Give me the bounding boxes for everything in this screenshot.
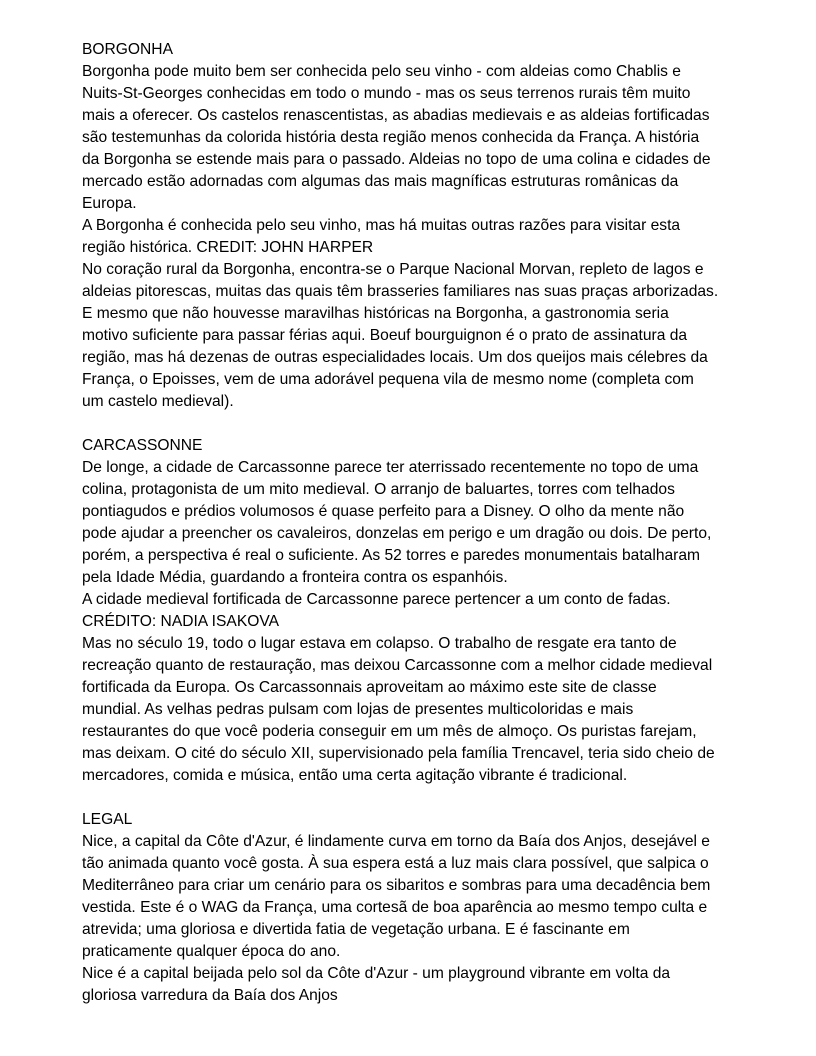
text-line: Borgonha pode muito bem ser conhecida pelo seu vinho - com aldeias como Chablis e [82, 63, 681, 80]
text-line: região histórica. CREDIT: JOHN HARPER [82, 239, 374, 256]
text-line: A cidade medieval fortificada de Carcassonne parece pertencer a um conto de fadas. [82, 591, 671, 608]
section-borgonha [82, 39, 742, 413]
section-heading: LEGAL [82, 811, 133, 828]
text-line: Nuits-St-Georges conhecidas em todo o mundo - mas os seus terrenos rurais têm muito [82, 85, 691, 102]
text-line: E mesmo que não houvesse maravilhas históricas na Borgonha, a gastronomia seria [82, 305, 669, 322]
text-line: praticamente qualquer época do ano. [82, 943, 341, 960]
text-line: gloriosa varredura da Baía dos Anjos [82, 987, 338, 1004]
text-line: pontiagudos e prédios volumosos é quase perfeito para a Disney. O olho da mente não [82, 503, 685, 520]
text-line: atrevida; uma gloriosa e divertida fatia de vegetação urbana. E é fascinante em [82, 921, 630, 938]
text-line: mercadores, comida e música, então uma certa agitação vibrante é tradicional. [82, 767, 628, 784]
text-line: mercado estão adornadas com algumas das mais magníficas estruturas românicas da [82, 173, 679, 190]
text-line: No coração rural da Borgonha, encontra-se o Parque Nacional Morvan, repleto de lagos e [82, 261, 704, 278]
text-line: Europa. [82, 195, 137, 212]
text-line: CRÉDITO: NADIA ISAKOVA [82, 613, 279, 630]
text-line: França, o Epoisses, vem de uma adorável pequena vila de mesmo nome (completa com [82, 371, 694, 388]
section-legal [82, 809, 742, 1007]
text-line: Mediterrâneo para criar um cenário para os sibaritos e sombras para uma decadência bem [82, 877, 711, 894]
text-line: região, mas há dezenas de outras especialidades locais. Um dos queijos mais célebres da [82, 349, 708, 366]
text-line: restaurantes do que você poderia conseguir em um mês de almoço. Os puristas farejam, [82, 723, 697, 740]
section-heading: CARCASSONNE [82, 437, 203, 454]
text-line: Nice é a capital beijada pelo sol da Côte d'Azur - um playground vibrante em volta da [82, 965, 671, 982]
text-line: Nice, a capital da Côte d'Azur, é lindamente curva em torno da Baía dos Anjos, desejável e [82, 833, 710, 850]
text-line: recreação quanto de restauração, mas deixou Carcassonne com a melhor cidade medieval [82, 657, 713, 674]
text-line: vestida. Este é o WAG da França, uma cortesã de boa aparência ao mesmo tempo culta e [82, 899, 708, 916]
text-line: tão animada quanto você gosta. À sua espera está a luz mais clara possível, que salpica o [82, 855, 709, 872]
text-line: colina, protagonista de um mito medieval. O arranjo de baluartes, torres com telhados [82, 481, 675, 498]
text-line: um castelo medieval). [82, 393, 234, 410]
text-line: mas deixam. O cité do século XII, supervisionado pela família Trencavel, teria sido cheio de [82, 745, 715, 762]
text-line: pode ajudar a preencher os cavaleiros, donzelas em perigo e um dragão ou dois. De perto, [82, 525, 712, 542]
text-line: Mas no século 19, todo o lugar estava em colapso. O trabalho de resgate era tanto de [82, 635, 677, 652]
document-page [82, 39, 742, 1007]
text-line: A Borgonha é conhecida pelo seu vinho, mas há muitas outras razões para visitar esta [82, 217, 681, 234]
section-carcassonne [82, 435, 742, 787]
text-line: porém, a perspectiva é real o suficiente. As 52 torres e paredes monumentais batalharam [82, 547, 701, 564]
section-heading: BORGONHA [82, 41, 173, 58]
text-line: De longe, a cidade de Carcassonne parece ter aterrissado recentemente no topo de uma [82, 459, 699, 476]
text-line: aldeias pitorescas, muitas das quais têm brasseries familiares nas suas praças arborizadas. [82, 283, 719, 300]
text-line: pela Idade Média, guardando a fronteira contra os espanhóis. [82, 569, 508, 586]
text-line: motivo suficiente para passar férias aqui. Boeuf bourguignon é o prato de assinatura da [82, 327, 688, 344]
text-line: mundial. As velhas pedras pulsam com lojas de presentes multicoloridas e mais [82, 701, 634, 718]
text-line: são testemunhas da colorida história desta região menos conhecida da França. A história [82, 129, 700, 146]
text-line: mais a oferecer. Os castelos renascentistas, as abadias medievais e as aldeias fortificadas [82, 107, 710, 124]
text-line: fortificada da Europa. Os Carcassonnais aproveitam ao máximo este site de classe [82, 679, 657, 696]
text-line: da Borgonha se estende mais para o passado. Aldeias no topo de uma colina e cidades de [82, 151, 711, 168]
